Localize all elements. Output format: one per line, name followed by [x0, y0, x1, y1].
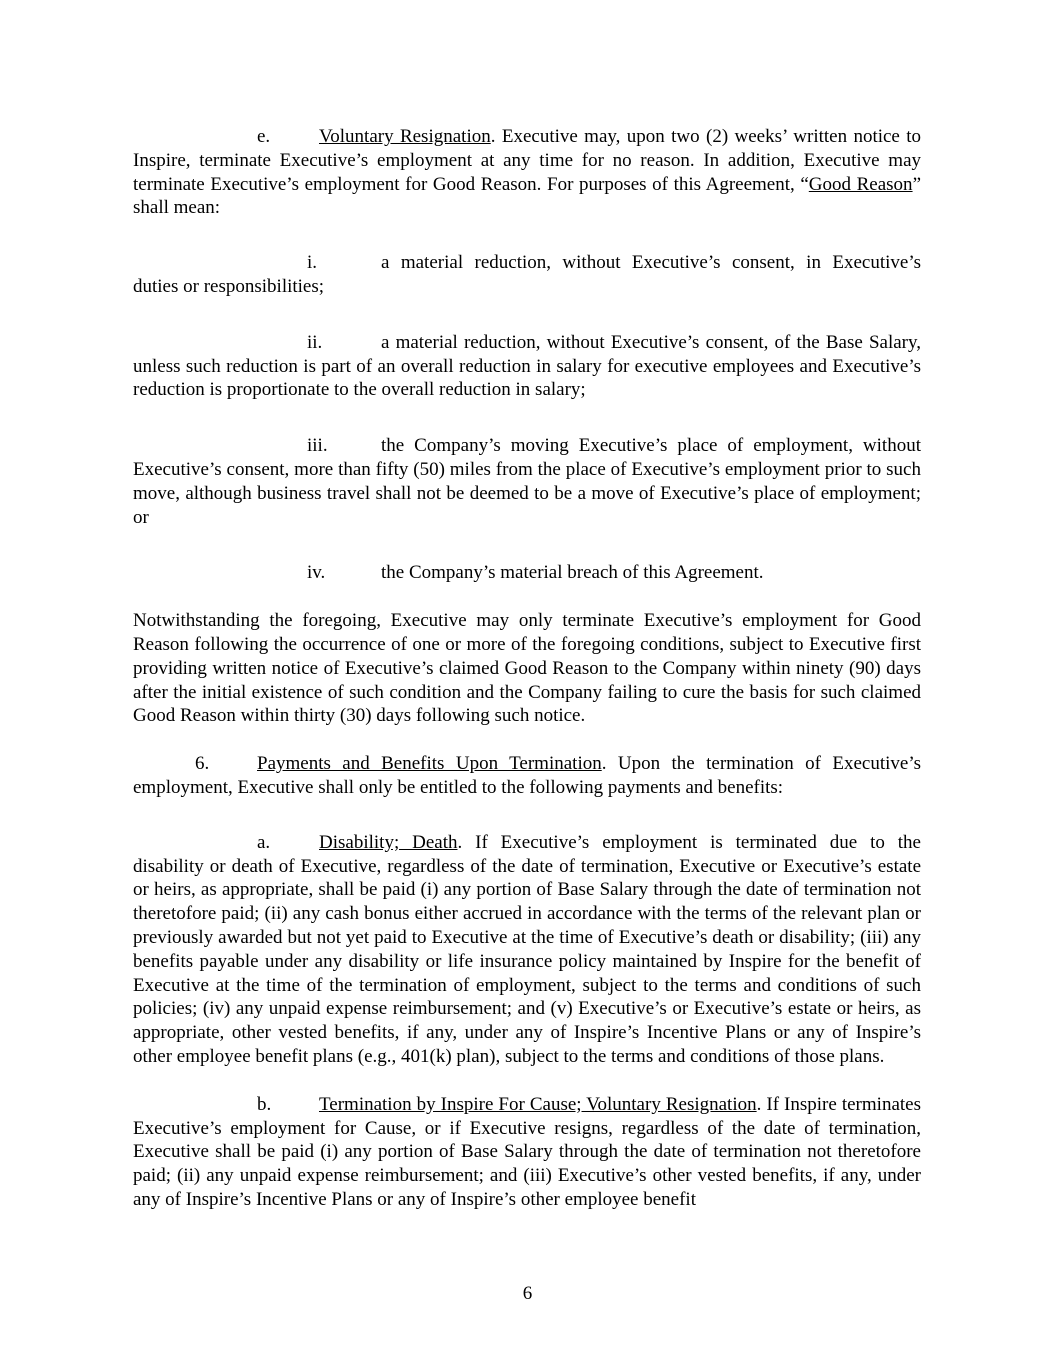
item-i-text: a material reduction, without Executive’s consent, in Executive’s duties or responsibilities;: [133, 252, 921, 297]
section-5e-marker: e.: [257, 126, 271, 147]
notwithstanding-paragraph: Notwithstanding the foregoing, Executive may only terminate Executive’s employment for Good Reason following the occurrence of one or more of the foregoing conditions, subject to Executive first providing written notice of Executive’s claimed Good Reason to the Company within ninety (90) days after the initial existence of such condition and the Company failing to cure the basis for such claimed Good Reason within thirty (30) days following such notice.: [133, 610, 921, 727]
section-6-marker: 6.: [195, 753, 210, 775]
good-reason-item-i: [133, 251, 921, 299]
good-reason-item-iv: [133, 561, 921, 585]
good-reason-item-ii: [133, 331, 921, 402]
section-6b-text: . If Inspire terminates Executive’s employment for Cause, or if Executive resigns, regardless of the date of termination, Executive shall be paid (i) any portion of Base Salary through the date of termination not theretofore paid; (ii) any unpaid expense reimbursement; and (iii) Executive’s other vested benefits, if any, under any of Inspire’s Incentive Plans or any of Inspire’s other employee benefit: [133, 1093, 921, 1210]
section-6a-paragraph: [133, 831, 921, 1069]
item-iv-text: the Company’s material breach of this Agreement.: [381, 562, 764, 584]
item-iv-marker: iv.: [307, 562, 326, 584]
section-6b-heading: Termination by Inspire For Cause; Voluntary Resignation: [319, 1093, 757, 1115]
good-reason-item-iii: [133, 434, 921, 529]
good-reason-term: Good Reason: [808, 173, 913, 195]
section-6-heading: Payments and Benefits Upon Termination: [257, 753, 602, 775]
section-6a-marker: a.: [257, 831, 271, 853]
item-i-marker: i.: [307, 252, 318, 274]
section-6-paragraph: [133, 752, 921, 800]
section-5e-text-1: . Executive may, upon two (2) weeks’ written notice to Inspire, terminate Executive’s employment at any time for no reason. In addition, Executive may terminate Executive’s employment for Good Reason. For purposes of this Agreement, “: [133, 126, 922, 195]
section-6b-paragraph: [133, 1093, 921, 1212]
section-5e-paragraph: [133, 125, 921, 220]
section-5e-text-2: ” shall mean:: [133, 173, 921, 219]
item-ii-text: a material reduction, without Executive’s consent, of the Base Salary, unless such reduction is part of an overall reduction in salary for executive employees and Executive’s reduction is proportionate to the overall reduction in salary;: [133, 331, 921, 401]
section-6a-text: . If Executive’s employment is terminated due to the disability or death of Executive, regardless of the date of termination, Executive or Executive’s estate or heirs, as appropriate, shall be paid (i) any portion of Base Salary through the date of termination not theretofore paid; (ii) any cash bonus either accrued in accordance with the terms of the relevant plan or previously awarded but not yet paid to Executive at the time of Executive’s death or disability; (iii) any benefits payable under any disability or life insurance policy maintained by Inspire for the benefit of Executive at the time of the termination of employment, subject to the terms and conditions of such policies; (iv) any unpaid expense reimbursement; and (v) Executive’s or Executive’s estate or heirs, as appropriate, other vested benefits, if any, under any of Inspire’s Incentive Plans or any of Inspire’s other employee benefit plans (e.g., 401(k) plan), subject to the terms and conditions of those plans.: [133, 831, 921, 1067]
item-iii-marker: iii.: [307, 435, 328, 457]
section-6b-marker: b.: [257, 1093, 272, 1115]
document-page: [133, 125, 921, 1212]
section-6a-heading: Disability; Death: [319, 831, 458, 853]
section-5e-heading: Voluntary Resignation: [319, 126, 491, 147]
page-number: 6: [522, 1283, 533, 1304]
item-ii-marker: ii.: [307, 331, 323, 353]
item-iii-text: the Company’s moving Executive’s place of employment, without Executive’s consent, more than fifty (50) miles from the place of Executive’s employment prior to such move, although business travel shall not be deemed to be a move of Executive’s place of employment; or: [133, 435, 921, 528]
section-6-text: . Upon the termination of Executive’s employment, Executive shall only be entitled to the following payments and benefits:: [133, 753, 921, 798]
